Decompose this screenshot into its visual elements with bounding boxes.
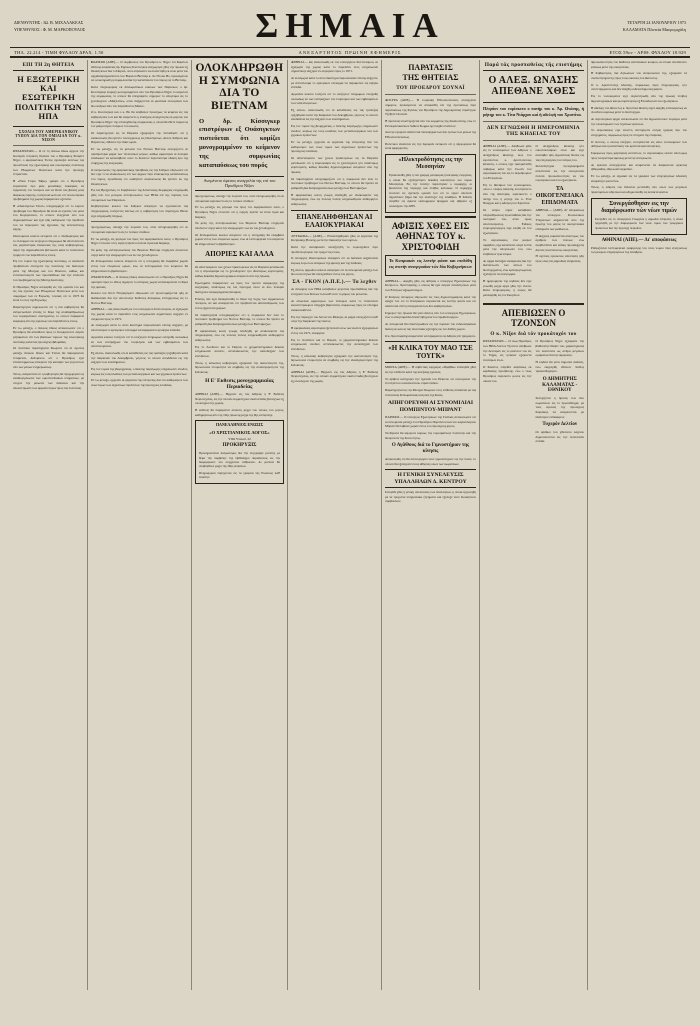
col3-section-paragraph: Τελος, η ιαπωνικη κυβερνησις εξεφρασε την ικανοποιησιν της, δηλωνουσα ετοιμοτητα να συμβαλη εις την ανασυγκροτησιν της Ινδοκινας. (195, 360, 284, 374)
issue-number: ΕΤΟΣ 59ον - ΑΡΙΘ. ΦΥΛΛΟΥ 18.929 (609, 49, 686, 55)
main-story-paragraph: Εις τας Βρυξελλας, το Συμβουλιον της Ατλαντικης Συμμαχιας ενημερωθη χθες υπο του μονιμου αντιπροσωπου των ΗΠΑ επι της πορειας των συνομιλιων των Παρισιων. (91, 188, 188, 202)
paper-tagline: ΑΝΕΞΑΡΤΗΤΟΣ ΠΡΩΙΝΗ ΕΦΗΜΕΡΙΣ (298, 49, 402, 55)
onassis-subhead: ΔΕΝ ΕΓΝΩΣΘΗ Η ΗΜΕΡΟΜΗΝΙΑ ΤΗΣ ΚΗΔΕΙΑΣ ΤΟΥ (487, 124, 580, 137)
masthead-subbar (10, 48, 690, 56)
electricity-box-text: Εγκαινιασθη χθες η νεα γραμμη μεταφορας ηλεκτρικης ενεργειας, η οποια θα εξυπηρετησει δεκαδες κοινοτητων του νομου Μεσσηνιας. Εις την τελετην παρεστησαν ο νομαρχης, οι βουλευται της περιοχης και πληθος κατοικων. Ο νομαρχης ετονισεν εις σχετικην ομιλιαν του οτι το εργον αποτελει σημαντικον βημα δια την αναπτυξιν της υπαιθρου. Η δαπανη ανηλθεν εις αρκετα εκατομμυρια δραχμων και εβαρυνε εξ ολοκληρου την ΔΕΗ. (389, 173, 472, 208)
col3-section-title: ΑΠΟΡΙΕΣ ΚΑΙ ΑΛΛΑ (205, 249, 274, 258)
responsible-line: ΥΠΕΥΘΥΝΟΣ : Φ. Μ. ΜΑΡΚΟΠΟΥΛΟΣ (14, 26, 86, 32)
col7-paragraph: Ο κ. Αριστοτελης Ωνασης, συμφωνως προς πληροφοριας, ητο συντετριμμενος και δεν εδεχθη ουδενα δημοσιογραφον. (591, 82, 687, 92)
col3-paragraph: προηγουμενως, αλλαξε την πορειαν του, οταν επληροφορηθη οτι αι συνομιλιαι ευρισκοντο εις το τελικον σταδιον. (91, 225, 188, 234)
notice-body-2: Πληροφοριαι παρεχονται εις τα γραφεια της Ενωσεως καθ' εκαστην. (199, 470, 280, 480)
col5-top-paragraph: ΑΓΚΥΡΑ (ΑΠΕ).— Η τουρκικη Εθνοσυνελευσις συνερχεται σημερον, προκειμενου να αποφανθη επι της προτασεως περι παρατασεως της θητειας του Προεδρου της Δημοκρατιας στρατηγου Τζεβντετ Σουναϊ. (385, 98, 476, 117)
col7-end-headline: ΑΘΗΝΑΙ (ΑΠΕ).— Δι' αποφάσεως (601, 238, 677, 244)
lottery-headline: Τυχερόν Δελτίον (542, 422, 578, 428)
col3-section-paragraph: Η αμερικανικη κοινη γνωμη υπεδεχθη με ανακουφισιν τας πληροφοριας, ενω εις πολλας πολεις εσημειωθησαν αυθορμητοι εκδηλωσεις. (291, 192, 378, 206)
col3-section-paragraph: Τελος, η ιαπωνικη κυβερνησις εξεφρασε την ικανοποιησιν της, δηλωνουσα ετοιμοτητα να συμβαλη εις την ανασυγκροτησιν της Ινδοκινας. (291, 353, 378, 367)
col7-paragraph: Ο πιλοτος, ο οποιος επεζησε, νοσηλευεται εις αλλο νοσοκομειον των Αθηνων και η κατασταση του κρινεται ικανοποιητικη. (591, 139, 687, 149)
onassis-col-left (483, 144, 532, 300)
col3-section-paragraph: Οι παρατηρηται υπογραμμιζουν οτι η συμφωνια δεν λυει το πολιτικον προβλημα του Νοτιου Βιετναμ, το οποιον θα πρεπει να ρυθμισθη δια διαπραγματευσεων μεταξυ των Βιετναμεζων. (291, 176, 378, 190)
onassis-paragraph: Το αεροσκαφος, ενα μικρον αμφιβιον, ειχε καταπεσει ολιγα λεπτα μετα την απογειωσιν του, ενω επεβαινον τρια ατομα. (483, 237, 532, 256)
col3-paragraph: προηγουμενως, αλλαξε την πορειαν του, οταν επληροφορηθη οτι αι συνομιλιαι ευρισκοντο εις το τελικον σταδιον. (195, 193, 284, 203)
col1-paragraph: Εις τον τομεα της εξωτερικης πολιτικης, οι αναλυται προβλεπουν συνεχισιν της πολιτικης του διαλογου μετα της Μοσχας και του Πεκινου, καθως και εντατικοποιησιν των προσπαθειων δια την επιλυσιν του προβληματος της Μεσης Ανατολης. (13, 259, 84, 282)
col4-sub-paragraph: Αι απωλειαι αμφοτερων των πλευρων κατα το τελευταιον εικοσιτετραωρον υπηρξαν βαρυταται, συμφωνως προς τα επισημα ανακοινωθεντα. (291, 298, 378, 312)
col3-paragraph: Τα μελη της αντιπροσωπειας του Βορειου Βιετναμ ετηρησαν απολυτον σιγην κατα την αναχωρησιν των εκ του ξενοδοχειου. (91, 248, 188, 257)
main-story-paragraph: Κατα πληροφοριας εκ διπλωματικων κυκλων των Παρισιων, ο δρ. Κισσινγκερ εκομιζε μονογραμμένον υπο του Προεδρου Νιξον το κειμενον της συμφωνιας, το οποιον θα υπεγραφετο σημερον το απογευμα εις το ξενοδοχειον «Μαζεστικ», οπου διεξαγονται αι μυστικαι συνομιλιαι των δυο ανδρων απο του παρελθοντος Μαιου. (91, 85, 188, 108)
arrival-headline: ΑΦΙΞΙΣ ΧΘΕΣ ΕΙΣ ΑΘΗΝΑΣ ΤΟΥ κ. ΧΡΙΣΤΟΦΙΔΗ (391, 221, 470, 252)
col3-paragraph: Εν τω μεταξυ, εις μηνυμα του προς τον Αμερικανικον λαον, ο Προεδρος Νιξον ετονισεν οτι η ειρηνη πρεπει να ειναι τιμια και διαρκης. (195, 205, 284, 219)
arrival-paragraph: Σημερον την πρωιαν θα γινει δεκτος υπο του υπουργου Εξωτερικων, ενω το απογευμα θα συναντηθη μετα του πρωθυπουργου. (385, 310, 476, 320)
col3-paragraph: Οι διπλωματικοι κυκλοι ανεμενον οτι η υπογραφη θα ελαμβανε χωραν εντος των επομενων ωρων, ενω αι λεπτομερειαι του κειμενου θα εδημοσιευοντο βραδυτερον. (195, 232, 284, 246)
johnson-col-right (536, 339, 585, 446)
col3-paragraph: ΟΥΑΣΙΓΚΤΩΝ.— Ο Λευκος Οικος ανεκοινωσεν οτι ο Προεδρος Νιξον θα ομιλησει προς το εθνος σημερον το εσπερας, χωρις να διευκρινισει το θεμα της ομιλιας. (91, 275, 188, 289)
col4-paragraph: Εις τον τομεα της βιομηχανιας, ο δεικτης παραγωγης εσημειωσεν ανοδον, κυριως εις τους κλαδους των μεταλλουργικων και των χημικων προϊοντων. (91, 366, 188, 376)
masthead-thick-divider (10, 56, 690, 58)
col4-sub-paragraph: Η αμερικανικη αεροπορια εξετελεσεν ανω των εκατον εξορμησεων εντος του 1971, ανεφεραν. (291, 326, 378, 335)
col7-paragraph: Εν τω μεταξυ, αι σημαιαι εις τα γραφεια των επιχειρησεων Ωνασση εκυματιζον μεσιστιοι. (591, 174, 687, 183)
arrival-paragraph: Ο κ. Χριστοφιδης αναμενεται να παραμεινει εις Αθηνας επι τριημερον. (385, 333, 476, 338)
johnson-paragraph: Η κηδεια θα γινει δημοσια δαπανη, ενω εκηρυχθη εθνικον πενθος τριακονθημερον. (535, 360, 584, 374)
main-subhead: Ο δρ. Κίσσιγκερ επιστρέφων εξ Ουάσιγκτων πιστεύεται ότι κομίζει μονογραμμένον το κείμενον της συμφωνίας καταπαύσεως του πυρός (199, 117, 280, 170)
main-story-paragraph: Ο κ. Κισσινγκερ και ο κ. Θο θα υπεβαλον προσεχως τα κειμενα εις τας κυβερνησεις των και θα ανεμενετο η επισημος αναγγελησις εκ μερους του Προεδρου Νιξον της επιτευχθεισης συμφωνιας, η οποια θα εθετε τερμα εις τον μακροτερον πολεμον του αιωνος. (91, 110, 188, 129)
col7-prices-box (591, 198, 687, 235)
arrival-lead-box (385, 255, 476, 276)
col6-thick-rule (483, 303, 584, 305)
notice-city: ΥΠΟ Υποκατ. 22 (228, 437, 251, 442)
col3-paragraph: Κυκλοι του Στειτ Ντηπαρτμεντ εδηλωσαν οτι προετοιμαζονται ηδη αι διαδικασιαι δια την αποστολην διεθνους δυναμεως επιτηρησεως εις το Νοτιον Βιετναμ. (91, 291, 188, 305)
col4-paragraph: ΑΘΗΝΑΙ.— Ως ανεκοινωθη εκ του υπουργειου Συντονισμου, αι εξαγωγαι της χωρας κατα το παρελθον ετος εσημειωσαν σημαντικην αυξησιν εν συγκρισει προς το 1971. (291, 60, 378, 74)
prices-box-title: Συνεργάσθησαν εις την διαμόρφωσιν τών νέων τιμών (601, 200, 677, 214)
col3-sub-title: Η Ε' Εκθεσις μονογραμμιαίας Περιοδείας (205, 377, 274, 390)
main-story-paragraph: Οι παρατηρηται εις τα Παρισια εξεφραζον την πεποιθησιν οτι η ανακοινωσις θα εγινετο ταυτοχρονως εις Ουασιγκτων, Αννοϊ, Σαϊγκον και Παρισιους, πιθανον την ιδιαν ωραν. (91, 131, 188, 145)
col5-electricity-box (385, 154, 476, 213)
onassis-paragraph: Ο Αλεξανδρος Ωνασης ητο εικοσιτεσσαρων ετων και ειχε αναλαβει ηδη σημαντικας θεσεις εις τας επιχειρησεις του πατρος του. (535, 143, 584, 162)
col1-paragraph: ΟΥΑΣΙΓΚΤΩΝ.— Ο εν τη Λευκω Οικω αρχισε την δευτεραν τετραετη θητειαν του ο Προεδρος Ρισαρντ Νιξον, ο αμερικανικος Τυπος σχολιαζει εκτενως τας προοπτικας της εξωτερικης και εσωτερικης πολιτικης των Ηνωμενων Πολιτειων κατα την προσεχη τετραετιαν. (13, 149, 84, 177)
sports-headline: Ο ΔΗΜΗΤΡΗΣ ΚΑΛΑΜΑΤΑΣ - ΕΘΝΙΚΟΥ (542, 376, 578, 394)
col7-paragraph: Συμφωνως προς μαρτυριας αυτοπτων, το αεροσκαφος εκλινε αποτομως προς τα αριστερα αμεσως μετα την απογειωσιν. (591, 151, 687, 160)
notice-name: «Ο ΧΡΙΣΤΙΑΝΙΚΟΣ ΛΟΓΟΣ» (209, 429, 270, 435)
col5-top-sub: ΤΟΥ ΠΡΟΕΔΡΟΥ ΣΟΥΝΑΪ (396, 85, 465, 92)
col7-paragraph: Η Κυβερνησις, δια δηλωσεων του εκπροσωπου της, εξεφρασε τα συλλυπητηρια της προς τους οικειους του θανοντος. (591, 71, 687, 81)
col3-notice-box (195, 420, 284, 484)
issue-city: ΚΑΛΑΜΑΤΑ Πλατεία Μαυρομιχάλη (622, 26, 686, 32)
col1-paragraph: Η «Νιου Γιορκ Ταϊμς» γραφει οτι ο Προεδρος ευρισκεται προ μιας μοναδικης ευκαιριας να τερματιση τον πολεμον και να θεσει τας βασεις μιας διαρκους ειρηνης, τονιζουσα ωστοσο οτι τα εσωτερικα προβληματα της χωρας παραμενουν οξυτατα. (13, 179, 84, 202)
assembly-paragraph: Συνηλθε χθες η γενικη συνελευσις των υπαλληλων, η οποια ησχοληθη με τα τρεχοντα υπηρεσιακα ζητηματα και εξελεξε νεον διοικητικον συμβουλιον. (385, 490, 476, 504)
main-story-paragraph: ΠΑΡΙΣΙΟΙ (ΑΠΕ).— Ο συμβουλος του Προεδρου κ. Νιξον επι θεματων εθνικης ασφαλειας δρ. Ερρικος Κισσινγκερ ανεχωρησε χθες την πρωιαν εξ Ουασιγκτων δια το Παρισι, οπου επρόκειτο να συναντηθη εκ νεου μετα του αρχιδιαπραγματευτου του Βορειου Βιετναμ κ. Λε Ντουκ Θο, προκειμενου να ολοκληρωθη η συμφωνια δια την καταπαυσιν του πυρος εις το Βιετναμ. (91, 60, 188, 83)
director-line: ΔΙΕΥΘΥΝΤΗΣ : ΙΩ. Β. ΜΙΧΑΛΑΚΕΑΣ (14, 20, 84, 26)
col4-mid-paragraph: Κατα την συνεδριασιν συνεζητηθη το νομοσχεδιον περι προϋπολογισμου του τρεχοντος ετους. (291, 245, 378, 254)
arrival-paragraph: ΑΘΗΝΑΙ.— Αφιχθη χθες εις Αθηνας ο υπουργος Εξωτερικων της Κυπρου κ. Χριστοφιδης, ο οποιος θα εχει σειραν συναντησεων μετα των Ελληνων αξιωματουχων. (385, 278, 476, 293)
onassis-headline-box (483, 70, 584, 103)
gym-paragraph: Ανεκοινωθη οτι θα λειτουργησει νεον γυμναστηριον εις την πολιν, το οποιον θα εξυπηρετει τους αθλητας ολων των σωματειων. (385, 456, 476, 466)
mao-paragraph: Παρατηρηται εις την Μοσχαν θεωρουν οτι η επιθεσις συνδεεται με τας τελευταιας διπλωματικας κινησεις της Κινας. (385, 388, 476, 397)
family-allowance-paragraph: Η αυξησις κυμαινεται αναλογως του αριθμου των τεκνων, ενω προβλεπεται και ειδικη προσαυξησις δια τας πολυτεκνους οικογενειας. (535, 233, 584, 252)
col7-paragraph: Αι ερευναι συνεχιζονται και αναμενεται να διαρκεσουν αρκετας εβδομαδας, εδηλωσαν αρμοδιοι. (591, 162, 687, 172)
onassis-col-right (536, 144, 585, 300)
col1-headline-box (13, 70, 84, 127)
family-allowance-paragraph: ΑΘΗΝΑΙ.— (ΑΠΕ). Δι' αποφασεως του υπουργου Κοινωνικων Υπηρεσιων αυξανονται απο της πρωτης του μηνος τα οικογενειακα επιδοματα των μισθωτων. (535, 208, 584, 231)
col7-paragraph: Εις το νοσοκομειον ειχε συγκεντρωθη απο της πρωιας πληθος δημοσιογραφων και φωτορεπορτερ εξ Ελλαδος και του εξωτερικου. (591, 94, 687, 103)
onassis-paragraph: Αι αρχαι διεταξαν ανακρισεις δια την διαπιστωσιν των αιτιων του δυστυχηματος, ενω εμπειρογνωμονες εξεταζουν τα συντριμμια. (483, 258, 532, 277)
col1-paragraph: Οικονομικοι κυκλοι εκτιμουν οτι ο πληθωρισμος και το ελλειμμα του ισοζυγιου πληρωμων θα αποτελεσουν τας μεγαλυτερας δυσκολιας της νεας κυβερνησεως, παρα την σημειωθεισαν βελτιωσιν κατα το τελευταιον τριμηνον του παρελθοντος ετους. (13, 234, 84, 257)
col4-sub-paragraph: Αι δυναμεις των ΗΠΑ κατεβαλον μεγιστας προσπαθειας δια την ενισχυσιν των θεσεων των καθ' ολον το μηκος του μετωπου. (291, 287, 378, 296)
col5-top-paragraph: Πολιτικοι αναλυται εις την Αγκυραν εκτιμουν οτι η ψηφοφορια θα ειναι αμφιρροπος. (385, 141, 476, 151)
col1-paragraph: Εν τω μεταξυ, ο Λευκος Οικος ανεκοινωσεν οτι ο Προεδρος θα απευθυνει προς το Κογκρεσσον σειραν μηνυματων επι των βασικων τομεων της εσωτερικης πολιτικης κατα τας προσεχεις εβδομαδας. (13, 325, 84, 344)
col4-mid-paragraph: ΛΕΥΚΩΣΙΑ.— (ΑΠΕ).— Επανελήφθησαν χθες αι εργασιαι της Κυπριακης Βουλης, μετα την διακοπην των εορτων. (291, 233, 378, 243)
col4-paragraph: ΑΘΗΝΑΙ.— Ως ανεκοινωθη εκ του υπουργειου Συντονισμου, αι εξαγωγαι της χωρας κατα το παρελθον ετος εσημειωσαν σημαντικην αυξησιν εν συγκρισει προς το 1971. (91, 307, 188, 321)
col4-sub-paragraph: Εις την περιοχην του Δελτα του Μεκογκ, αι μαχαι συνεχιζοντο καθ' ολην την διαρκειαν της νυκτος. (291, 314, 378, 324)
electricity-box-title: «Ηλεκτροδότησις εις την Μεσσηνίαν (398, 157, 463, 171)
col1-flag: ΕΠΙ ΤΗ 2η ΘΗΤΕΙΑ (22, 62, 75, 68)
mao-headline: «Η ΚΛΙΚΑ ΤΟΥ ΜΑΟ ΤΣΕ ΤΟΥΓΚ» (385, 341, 476, 363)
onassis-paragraph: Οι ιατροι ειχαν καταβαλει υπερανθρωπους προσπαθειας δια την σωτηριαν του, ανευ ομως αποτελεσματος. Ειδικος νευροχειρουργος ειχε κληθη εκ του εξωτερικου. (483, 208, 532, 236)
sports-paragraph: Συνεχιζεται η δρασις των δυο σωματειων εις το πρωταθλημα, με τους αγωνας της προσεχους Κυριακης να αναμενονται με ιδιαιτερον ενδιαφερον. (535, 396, 584, 419)
col5-top-title-2: ΤΗΣ ΘΗΤΕΙΑΣ (402, 73, 459, 83)
col4-sub-title: ΣΑ - ΓΚΟΝ (Α.Π.Ε.).— Τα λεχθεν (292, 279, 377, 286)
lottery-paragraph: Οι αριθμοι του χθεσινου λαχειου δημοσιευονται εις την τελευταιαν σελιδα. (535, 429, 584, 444)
col1-paragraph: Τελος, αναμενεται οτι η κυβερνησις θα προχωρησει εις αναδιοργανωσιν των ομοσπονδιακων υπηρεσιων, με στοχον την μειωσιν των δαπανων και την αποκεντρωσιν των αρμοδιοτητων προς τας πολιτειας. (13, 371, 84, 390)
prices-box-text: Συνηλθεν εις το υπουργειον Γεωργιας η αρμοδια επιτροπη, η οποια ησχοληθη με την διαμορφωσιν των νεων τιμων των γεωργικων προϊοντων δια την προσεχη περιοδον. (595, 217, 683, 230)
col7-paragraph: Η αδελφη του θανοντος κ. Χριστινα Ωναση ειχεν αφιχθη εσπευσμενως εκ Λονδινου αμεσως μετα το δυστυχημα. (591, 105, 687, 115)
col4-paragraph: Αι εισαγωγαι κατα το αυτο διαστημα παρουσιασαν επισης αυξησιν, με αποτελεσμα το εμπορικον ελλειμμα να παραμεινει εις υψηλα επιπεδα. (91, 323, 188, 333)
main-story-paragraph: Ο εκπροσωπος της αμερικανικης πρεσβειας εις την Σαϊγκον εδηλωσεν οτι δεν ειχε τι να ανακοινωση επι των φημων περι επικειμενης καταπαυσεως του πυρος, προσθεσας οτι οιαδηποτε ανακοινωσις θα εγινετο εκ της Ουασιγκτων. (91, 167, 188, 186)
family-allowance-paragraph: Η σχετικη εγκυκλιος απεσταλη ηδη προς ολας τας αρμοδιας υπηρεσιας. (535, 254, 584, 263)
main-headline: ΟΛΟΚΛΗΡΩΘΗ Η ΣΥΜΦΩΝΙΑ ΔΙΑ ΤΟ ΒΙΕΤΝΑΜ (195, 62, 284, 112)
column-7 (588, 60, 690, 990)
col4-paragraph: Εξ αλλου, ανεκοινωθη οτι αι καταθεσεις εις τας τραπεζας ηυξηθησαν κατα την διαρκειαν του Δεκεμβριου, γεγονος το οποιον αποδιδεται εις την αυξησιν των εισοδηματων. (91, 350, 188, 365)
onassis-lead: Πλησίον του ευρίσκετο ο πατήρ του κ. Άρ. Ωνάσης, ή μήτηρ του κ. Τίνα Νιάρχου καί ή αδελφή του Χριστίνα. (483, 106, 584, 117)
onassis-paragraph: ΑΘΗΝΑΙ (ΑΠΕ).— Απεβιωσε χθες εις το νοσοκομειον των Αθηνων ο Αλεξανδρος Ωνασης, υιος του εφοπλιστου κ. Αριστοτελους Ωνασση, ο οποιος ειχε τραυματισθη σοβαρως κατα την πτωσιν του αεροσκαφους του εις το αεροδρομιον του Ελληνικου. (483, 143, 532, 181)
johnson-col-left (483, 339, 532, 446)
col7-end-paragraph: Ρυθμιζονται λεπτομερειαι εφαρμογης του νεου νομου περι ενισχυσεως των μικρων επιχειρησεων της υπαιθρου. (591, 245, 687, 255)
phone-price: ΤΗΛ. 22.214 - ΤΙΜΗ ΦΥΛΛΟΥ ΔΡΑΧ. 1.50 (14, 49, 104, 55)
col4-mid-paragraph: Ο υπουργος Οικονομικων ανεφερεν οτι αι δαπαναι αυξανονται κυριως λογω των αναγκων της αμυνης και της παιδειας. (291, 256, 378, 266)
col1-paragraph: Ο Προεδρος Νιξον ανεφερθη εις την ομιλιαν του και εις τας σχεσεις των Ηνωμενων Πολιτειων μετα των συμμαχων των εν Ευρωπη, τονισας οτι το 1973 θα ειναι το ετος της Ευρωπης. (13, 284, 84, 303)
issue-date: ΤΕΤΑΡΤΗ 24 ΙΑΝΟΥΑΡΙΟΥ 1973 (626, 20, 686, 26)
col7-paragraph: Το αεροσκαφος ειχε υποστη συντηρησιν ολιγας ημερας προ του ατυχηματος, συμφωνως προς τα στοιχεια της εταιρειας. (591, 128, 687, 138)
main-headline-wrap (195, 62, 284, 113)
col6-rule (483, 121, 584, 122)
pompidou-headline: ΑΠΗΓΟΡΕΥΘΗ ΑΙ ΣΥΝΟΜΙΛΙΑΙ ΠΟΜΠΙΝΤΟΥ-ΜΠΡΑΝΤ (388, 400, 473, 413)
col4-mid-title: ΕΠΑΝΕΛΗΦΘΗΣΑΝ ΑΙ ΕΛΑΙΟΚΥΡΙΑΚΑΙ (291, 210, 378, 232)
col5-rule (385, 94, 476, 95)
page-body (10, 60, 690, 990)
onassis-kicker: Παρά τάς προσπαθείας τής επιστήμης (484, 62, 583, 68)
col4-paragraph: Εν τω μεταξυ, ηρχισαν αι εργασιαι της επιτροπης δια τον καθορισμον των νεων τιμων των αγροτικων προϊοντων της προσεχους εσοδειας. (91, 378, 188, 387)
arrival-paragraph: Αι συνομιλιαι θα επικεντρωθουν εις την πορειαν του ενδοκυπριακου διαλογου και εις τας τελευταιας εξελιξεις εις τον διεθνη χωρον. (385, 322, 476, 331)
pompidou-paragraph: Τα θεματα θα αφορουν κυριως την νομισματικην πολιτικην και την διευρυνσιν της Κοινοτητος. (385, 431, 476, 440)
gym-headline: Ο ΑγάΘους διά το Γιμνοστήριον της κίνησις (391, 443, 470, 455)
col5-top-title-1: ΠΑΡΑΤΑΣΙΣ (408, 63, 453, 72)
column-5 (382, 60, 480, 990)
onassis-two-col (483, 144, 584, 300)
mao-paragraph: ΜΟΣΧΑ (ΑΠΕ).— Η σοβιετικη εφημερις «Πραβδα» επανηλθε χθες εις την επιθεσιν κατα της κινεζικης ηγεσιας. (385, 365, 476, 374)
col7-paragraph: προσωπικοτητες του διεθνους ναυτιλιακου κοσμου, αι οποιαι συνεδεοντο φιλικως μετα της οικογενειας. (591, 60, 687, 69)
masthead-date-block (556, 20, 686, 32)
col3-section-paragraph: Ερωτηματα παραμενουν ως προς τον τροπον εφαρμογης της εκεχειριας, ιδιαιτερως εις τας περιοχας οπου αι δυο πλευραι διατηρουν αναμεμιγμενας δυναμεις. (195, 280, 284, 294)
main-story-paragraph: Κυβερνητικοι κυκλοι του Σαϊγκον απεφυγον να σχολιασουν τας πληροφοριας, τονιζοντες παντως οτι η κυβερνησις του στρατηγου Θιεου ειχε ενημερωθη πληρως. (91, 204, 188, 218)
newspaper-title: ΣΗΜΑΙΑ (255, 6, 445, 45)
arrival-lead: Το Κυπριακόν εις λεπτήν φάσιν και επεδόθη εις στενήν συνεργασίαν τών δύο Κυβερνήσεων (389, 258, 472, 269)
col4-paragraph: Εξ αλλου, ανεκοινωθη οτι αι καταθεσεις εις τας τραπεζας ηυξηθησαν κατα την διαρκειαν του Δεκεμβριου, γεγονος το οποιον αποδιδεται εις την αυξησιν των εισοδηματων. (291, 108, 378, 122)
col4-paragraph: Αι εισαγωγαι κατα το αυτο διαστημα παρουσιασαν επισης αυξησιν, με αποτελεσμα το εμπορικον ελλειμμα να παραμεινει εις υψηλα επιπεδα. (291, 76, 378, 90)
onassis-paragraph: Συλλυπητηρια τηλεγραφηματα απεστειλαν εις την οικογενειαν πολλαι προσωπικοτητες εκ του εσωτερικου και του εξωτερικου. (535, 164, 584, 183)
johnson-paragraph: Ο θανατος επηλθεν αιφνιδιως εκ καρδιακης προσβολης, ενω ο τεως Προεδρος ευρισκετο μονος εις την οικιαν του. (483, 364, 532, 383)
col5-thick-rule (385, 216, 476, 218)
col3-sub-paragraph: ΑΘΗΝΑΙ (ΑΠΕ).— Ηρχισεν εις τας Αθηνας η Ε' Εκθεσις Χειροτεχνιας, εις την οποιαν συμμετεχουν εκατονταδες βιοτεχνων εξ ολοκληρου της χωρας. (195, 391, 284, 406)
col3-section-paragraph: Εις το Λονδινον και το Παρισι, οι χρηματιστηριακοι δεικται εσημειωσαν ανοδον, αντανακλωντες την αισιοδοξιαν των επενδυτων. (195, 344, 284, 358)
pompidou-paragraph: ΠΑΡΙΣΙΟΙ.— Ο υπουργος Εξωτερικων της Γαλλιας ανεκοινωσεν οτι αι συνομιλιαι μεταξυ του Προεδρου Πομπιντου και του καγκελλαριου Μπραντ θα λαβουν χωραν εντος του προσεχους μηνος. (385, 415, 476, 429)
col4-paragraph: Εν τω μεταξυ, ηρχισαν αι εργασιαι της επιτροπης δια τον καθορισμον των νεων τιμων των αγροτικων προϊοντων της προσεχους εσοδειας. (291, 140, 378, 154)
johnson-subhead: Ο κ. Νίξον διά τόν προκάτοχόν του (490, 331, 577, 338)
notice-heading: ΠΡΟΚΗΡΥΞΙΣ (222, 443, 257, 449)
johnson-headline: ΑΠΕΒΙΩΣΕΝ Ο ΤΖΟΝΣΟΝ (501, 307, 566, 329)
col3-section-paragraph: Εις το Λονδινον και το Παρισι, οι χρηματιστηριακοι δεικται εσημειωσαν ανοδον, αντανακλωντες την αισιοδοξιαν των επενδυτων. (291, 337, 378, 351)
column-3 (192, 60, 288, 990)
main-tagline: Ανεμένετο άμεσος αναγγελία της επί του Προέδρου Νίξον (195, 176, 284, 191)
arrival-paragraph: Ο Κυπριος υπουργος εδηλωσεν εις τους δημοσιογραφους κατα την αφιξιν του οτι το Κυπριακον ευρισκεται εις λεπτην φασιν και οτι απαιτειται στενη συνεργασια των δυο κυβερνησεων. (385, 294, 476, 309)
col3-sub-paragraph: Η εκθεσις θα παραμεινει ανοικτη μεχρι του τελους του μηνος, καθημερινως απο της 10ης πρωινης μεχρι της 9ης εσπερινης. (195, 407, 284, 417)
main-story-paragraph: Εν τω μεταξυ, εις τα μετωπα του Νοτιου Βιετναμ συνεχιζοντο αι σφοδροτεραι μαχαι των τελευταιων μηνων, καθως αμφοτεραι αι πλευραι επεδιωκον να καταλαβουν οσον το δυνατον περισσοτερα εδαφη προ της εναρξεως της εκεχειριας. (91, 147, 188, 165)
column-2 (88, 60, 192, 990)
onassis-paragraph: Η ημερομηνια της κηδειας δεν ειχε γνωσθη μεχρι αργα χθες την νυκτα. Κατα πληροφοριας, η σορος θα μεταφερθη εις τον Σκορπιον. (483, 279, 532, 297)
col3-paragraph: Εν τω μεταξυ, εις μηνυμα του προς τον Αμερικανικον λαον, ο Προεδρος Νιξον ετονισεν οτι η ειρηνη πρεπει να ειναι τιμια και διαρκης. (91, 236, 188, 246)
col1-rule (13, 145, 84, 146)
col6-rule-2 (483, 140, 584, 141)
col4-paragraph: Εις τον τομεα της βιομηχανιας, ο δεικτης παραγωγης εσημειωσεν ανοδον, κυριως εις τους κλαδους των μεταλλουργικων και των χημικων προϊοντων. (291, 124, 378, 138)
col1-headline: Η ΕΞΩΤΕΡΙΚΗ ΚΑΙ ΕΣΩΤΕΡΙΚΗ ΠΟΛΙΤΙΚΗ ΤΩΝ ΗΠΑ (14, 75, 83, 121)
johnson-paragraph: Ο Προεδρος Νιξον εξεφρασε την βαθυτατην θλιψιν του, χαρακτηρισας τον εκλιποντα ως ανδρα μεγαλων οραματων δια την Αμερικην. (535, 339, 584, 358)
mao-paragraph: Το αρθρον κατηγορει την ηγεσιαν του Πεκινου οτι υπονομευει την ενοτητα του σοσιαλιστικου στρατοπεδου. (385, 376, 476, 386)
col2-rule (91, 221, 188, 222)
onassis-paragraph: Εις το θαλαμον του νοσοκομειου, οπου ο νεαρος Ωνασης ενοσηλευετο απο της Δευτερας, ευρισκοντο ο πατηρ του, η μητηρ του κ. Τινα Νιαρχου και η αδελφη του Χριστινα. (483, 182, 532, 206)
col7-paragraph: Αι αεροπορικαι αρχαι ανεκοινωσαν οτι θα δημοσιευσουν πορισμα μετα την ολοκληρωσιν των τεχνικων ερευνων. (591, 117, 687, 126)
col3-section-paragraph: Η αμερικανικη κοινη γνωμη υπεδεχθη με ανακουφισιν τας πληροφοριας, ενω εις πολλας πολεις εσημειωθησαν αυθορμητοι εκδηλωσεις. (195, 328, 284, 342)
col3-section-paragraph: Οι απεσταλμενοι των ξενων πρακτορειων εις τα Παρισια μετεδωσαν οτι η ατμοσφαιρα εις το ξενοδοχειον ητο ιδιαιτερως φορτισμενη, καθως δεκαδες δημοσιογραφων ανεμενον απο της πρωιας. (291, 156, 378, 174)
onassis-headline: Ο ΑΛΕΞ. ΩΝΑΣΗΣ ΑΠΕΘΑΝΕ ΧΘΕΣ (488, 75, 579, 97)
col4-paragraph: Αρμοδιοι κυκλοι τονιζουν οτι το ισοζυγιον πληρωμων ενισχυθη ουσιωδως εκ των εισπραξεων του τουρισμου και των εμβασματων των ναυτιλλομενων. (291, 92, 378, 106)
col7-paragraph: Τελος, η ειδησις του θανατου μετεδοθη υπο ολων των μεγαλων πρακτορειων ειδησεων και εδημοσιευθη εις εκτακτα φυλλα. (591, 185, 687, 195)
col4-mid-paragraph: Εξ αλλου, αρμοδιοι κυκλοι ανεφεραν οτι αι συνομιλιαι μεταξυ των δυο κοινοτητων θα συνεχισθουν εντος του μηνος. (291, 267, 378, 277)
col3-paragraph: Οι διπλωματικοι κυκλοι ανεμενον οτι η υπογραφη θα ελαμβανε χωραν εντος των επομενων ωρων, ενω αι λεπτομερειαι του κειμενου θα εδημοσιευοντο βραδυτερον. (91, 259, 188, 273)
col3-rule (195, 261, 284, 262)
col3-sub-paragraph: ΑΘΗΝΑΙ (ΑΠΕ).— Ηρχισεν εις τας Αθηνας η Ε' Εκθεσις Χειροτεχνιας, εις την οποιαν συμμετεχουν εκατονταδες βιοτεχνων εξ ολοκληρου της χωρας. (291, 369, 378, 383)
family-allowance-headline: ΤΑ ΟΙΚΟΓΕΝΕΙΑΚΑ ΕΠΙΔΟΜΑΤΑ (535, 185, 584, 206)
notice-body: Προκηρυσσεται διαγωνισμος δια την συγγραφην μελετης με θεμα την συμβολην της Ορθοδοξου παραδοσεως εις την διαμορφωσιν του συγχρονου ανθρωπου. Αι μελεται θα υποβληθουν μεχρι της 30ης Απριλιου. (199, 451, 280, 469)
col1-paragraph: Παρατηρηται σημειωνουν οτι η νεα κυβερνησις θα αντιμετωπισει επισης το θεμα της αναδιαρθρωσεως του νομισματικου συστηματος, το οποιον παραμενει εκκρεμες απο της κρισεως του παρελθοντος ετους. (13, 305, 84, 324)
johnson-paragraph: ΟΥΑΣΙΓΚΤΩΝ.— Ο τεως Προεδρος των ΗΠΑ Λυντον Τζονσον απεβιωσε την Δευτεραν εις το ραντσον του εις το Τεξας, εις ηλικιαν εξηκοντα τεσσαρων ετων. (483, 339, 532, 362)
col3-section-paragraph: Οι παρατηρηται υπογραμμιζουν οτι η συμφωνια δεν λυει το πολιτικον προβλημα του Νοτιου Βιετναμ, το οποιον θα πρεπει να ρυθμισθη δια διαπραγματευσεων μεταξυ των Βιετναμεζων. (195, 312, 284, 326)
notice-org: ΠΑΝΕΛΛΗΝΙΟΣ ΕΝΩΣΙΣ (215, 422, 264, 428)
col3-section-paragraph: Επισης, δεν εχει διευκρινισθη το θεμα της τυχης των αιχμαλωτων πολεμου, αν και αναφερεται οτι προβλεπεται απελευθερωσις των εντος εξηκοντα ημερων. (195, 296, 284, 310)
col1-paragraph: Οι πολιτικοι παρατηρηται θεωρουν οτι αι σχεσεις μεταξυ Λευκου Οικου και Τυπου θα παραμεινουν τεταμεναι, δεδομενου οτι ο Προεδρος εχει επανειλημμενως επικρινει την καλυψιν των γεγονοτων υπο των μεσων ενημερωσεως. (13, 346, 84, 369)
johnson-two-col (483, 339, 584, 446)
col3-section-paragraph: Οι απεσταλμενοι των ξενων πρακτορειων εις τα Παρισια μετεδωσαν οτι η ατμοσφαιρα εις το ξενοδοχειον ητο ιδιαιτερως φορτισμενη, καθως δεκαδες δημοσιογραφων ανεμενον απο της πρωιας. (195, 264, 284, 278)
column-1 (10, 60, 88, 990)
column-4 (288, 60, 382, 990)
masthead (10, 8, 690, 43)
assembly-headline: Η ΓΕΝΙΚΗ ΣΥΝΕΛΕΥΣΙΣ ΥΠΑΛΛΗΛΩΝ Δ. ΚΕΝΤΡΟΥ (385, 469, 476, 488)
column-6 (480, 60, 588, 990)
col3-paragraph: Τα μελη της αντιπροσωπειας του Βορειου Βιετναμ ετηρησαν απολυτον σιγην κατα την αναχωρησιν των εκ του ξενοδοχειου. (195, 221, 284, 230)
col1-paragraph: Η «Ουασιγκτων Ποστ» υπογραμμιζει οτι το κυριον προβλημα του Προεδρου θα ειναι αι σχεσεις του μετα του Κογκρεσσου, το οποιον ελεγχεται υπο των Δημοκρατικων και εχει ηδη εκδηλωσει την προθεσιν του να περιορισει τας εξουσιας της εκτελεστικης αρχης. (13, 204, 84, 232)
col4-paragraph: Αρμοδιοι κυκλοι τονιζουν οτι το ισοζυγιον πληρωμων ενισχυθη ουσιωδως εκ των εισπραξεων του τουρισμου και των εμβασματων των ναυτιλλομενων. (91, 334, 188, 349)
col5-top-paragraph: Η προτασις υποστηριζεται υπο του κομματος της Δικαιοσυνης, ενω το Ρεπουμπλικανικον Λαϊκον Κομμα εχει ταχθει εναντιον. (385, 119, 476, 128)
col1-kicker: ΣΧΟΛΙΑ ΤΟΥ ΑΜΕΡΙΚΑΝΙΚΟΥ ΤΥΠΟΥ ΔΙΑ ΤΟΝ ΟΜΙΛΙΑΝ ΤΟΥ κ. ΝΙΞΟΝ (15, 130, 82, 143)
col5-top-paragraph: Δια την εγκρισιν απαιτειται πλειοψηφια των δυο τριτων των μελων της Εθνοσυνελευσεως. (385, 130, 476, 140)
masthead-credits (14, 20, 144, 32)
